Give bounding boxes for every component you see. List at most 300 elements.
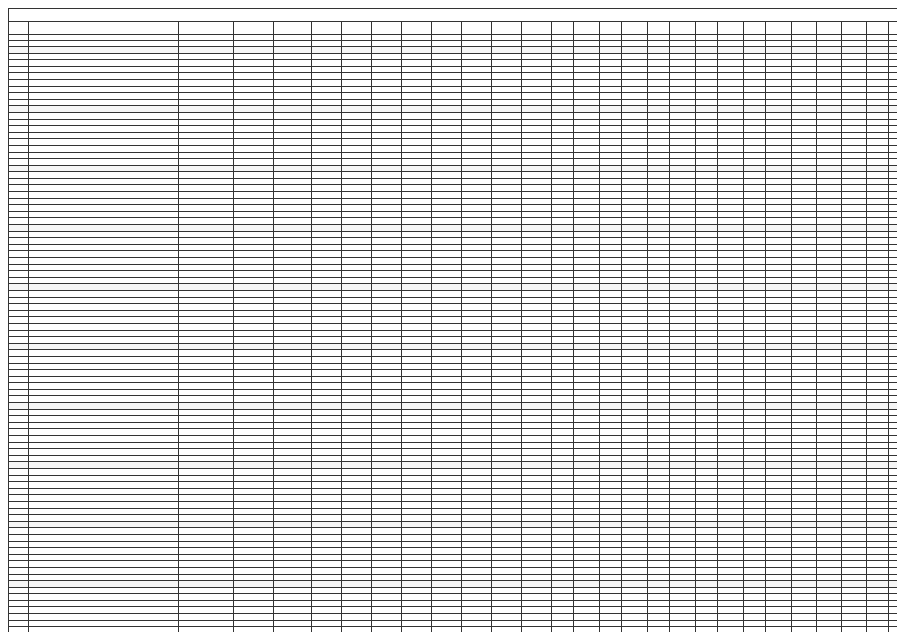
value-cell (600, 192, 622, 199)
value-cell (744, 304, 766, 311)
value-cell (432, 449, 462, 456)
value-cell (179, 317, 234, 324)
value-cell (889, 231, 898, 238)
value-cell (179, 277, 234, 284)
row-number-cell (9, 469, 29, 476)
value-cell (670, 436, 696, 443)
value-cell (402, 337, 432, 344)
value-cell (718, 205, 744, 212)
value-cell (402, 159, 432, 166)
value-cell (574, 554, 600, 561)
value-cell (817, 554, 842, 561)
value-cell (842, 574, 867, 581)
value-cell (718, 442, 744, 449)
table-row (9, 290, 898, 297)
value-cell (889, 79, 898, 86)
value-cell (718, 495, 744, 502)
value-cell (718, 238, 744, 245)
value-cell (842, 581, 867, 588)
value-cell (792, 218, 817, 225)
value-cell (234, 323, 274, 330)
value-cell (234, 79, 274, 86)
value-cell (274, 462, 312, 469)
value-cell (179, 548, 234, 555)
column-header-9 (402, 22, 432, 35)
value-cell (552, 185, 574, 192)
value-cell (696, 376, 718, 383)
address-cell (29, 567, 179, 574)
value-cell (552, 442, 574, 449)
value-cell (600, 211, 622, 218)
value-cell (600, 317, 622, 324)
table-row (9, 330, 898, 337)
value-cell (574, 449, 600, 456)
column-header-13 (522, 22, 552, 35)
value-cell (574, 521, 600, 528)
value-cell (274, 455, 312, 462)
value-cell (600, 47, 622, 54)
value-cell (622, 304, 648, 311)
value-cell (552, 620, 574, 627)
row-number-cell (9, 376, 29, 383)
value-cell (402, 145, 432, 152)
value-cell (867, 620, 889, 627)
value-cell (492, 185, 522, 192)
value-cell (274, 251, 312, 258)
value-cell (842, 99, 867, 106)
value-cell (552, 594, 574, 601)
value-cell (574, 271, 600, 278)
value-cell (574, 198, 600, 205)
value-cell (552, 119, 574, 126)
value-cell (179, 297, 234, 304)
value-cell (372, 139, 402, 146)
value-cell (574, 112, 600, 119)
value-cell (402, 231, 432, 238)
row-number-cell (9, 567, 29, 574)
value-cell (342, 211, 372, 218)
value-cell (372, 119, 402, 126)
value-cell (522, 627, 552, 632)
value-cell (402, 185, 432, 192)
value-cell (432, 607, 462, 614)
value-cell (462, 436, 492, 443)
value-cell (622, 442, 648, 449)
value-cell (622, 396, 648, 403)
value-cell (766, 290, 792, 297)
value-cell (696, 363, 718, 370)
value-cell (492, 429, 522, 436)
value-cell (889, 600, 898, 607)
address-cell (29, 429, 179, 436)
value-cell (867, 238, 889, 245)
value-cell (574, 330, 600, 337)
value-cell (342, 627, 372, 632)
value-cell (522, 594, 552, 601)
value-cell (342, 620, 372, 627)
value-cell (766, 60, 792, 67)
value-cell (648, 469, 670, 476)
row-number-cell (9, 304, 29, 311)
value-cell (462, 521, 492, 528)
value-cell (648, 337, 670, 344)
value-cell (492, 383, 522, 390)
value-cell (817, 244, 842, 251)
value-cell (744, 389, 766, 396)
value-cell (432, 159, 462, 166)
value-cell (842, 53, 867, 60)
value-cell (718, 587, 744, 594)
value-cell (600, 264, 622, 271)
value-cell (792, 66, 817, 73)
value-cell (867, 264, 889, 271)
value-cell (372, 416, 402, 423)
value-cell (792, 60, 817, 67)
address-cell (29, 317, 179, 324)
value-cell (372, 534, 402, 541)
value-cell (867, 508, 889, 515)
value-cell (179, 60, 234, 67)
value-cell (372, 495, 402, 502)
address-cell (29, 620, 179, 627)
value-cell (670, 297, 696, 304)
value-cell (492, 389, 522, 396)
value-cell (696, 337, 718, 344)
value-cell (342, 350, 372, 357)
value-cell (648, 132, 670, 139)
value-cell (792, 422, 817, 429)
value-cell (552, 126, 574, 133)
row-number-cell (9, 238, 29, 245)
value-cell (574, 403, 600, 410)
value-cell (522, 60, 552, 67)
value-cell (792, 317, 817, 324)
value-cell (817, 185, 842, 192)
value-cell (462, 238, 492, 245)
value-cell (744, 152, 766, 159)
value-cell (670, 383, 696, 390)
value-cell (744, 475, 766, 482)
address-cell (29, 238, 179, 245)
column-header-28 (889, 22, 898, 35)
value-cell (234, 317, 274, 324)
value-cell (817, 627, 842, 632)
table-row (9, 449, 898, 456)
value-cell (622, 60, 648, 67)
value-cell (792, 587, 817, 594)
value-cell (402, 501, 432, 508)
value-cell (648, 449, 670, 456)
value-cell (402, 370, 432, 377)
value-cell (648, 581, 670, 588)
value-cell (432, 561, 462, 568)
value-cell (792, 455, 817, 462)
value-cell (274, 172, 312, 179)
value-cell (817, 126, 842, 133)
value-cell (867, 284, 889, 291)
value-cell (889, 422, 898, 429)
row-number-cell (9, 455, 29, 462)
value-cell (492, 231, 522, 238)
value-cell (718, 429, 744, 436)
value-cell (372, 422, 402, 429)
value-cell (718, 356, 744, 363)
value-cell (766, 515, 792, 522)
value-cell (552, 449, 574, 456)
table-row (9, 469, 898, 476)
value-cell (744, 277, 766, 284)
value-cell (312, 152, 342, 159)
value-cell (648, 614, 670, 621)
value-cell (179, 422, 234, 429)
table-row (9, 356, 898, 363)
value-cell (312, 79, 342, 86)
value-cell (718, 66, 744, 73)
value-cell (889, 350, 898, 357)
value-cell (718, 258, 744, 265)
value-cell (492, 403, 522, 410)
value-cell (234, 383, 274, 390)
value-cell (234, 211, 274, 218)
value-cell (179, 607, 234, 614)
value-cell (889, 277, 898, 284)
value-cell (312, 205, 342, 212)
value-cell (342, 277, 372, 284)
row-number-cell (9, 284, 29, 291)
row-number-cell (9, 231, 29, 238)
value-cell (670, 600, 696, 607)
address-cell (29, 304, 179, 311)
address-cell (29, 178, 179, 185)
value-cell (372, 297, 402, 304)
value-cell (718, 508, 744, 515)
value-cell (792, 383, 817, 390)
value-cell (274, 238, 312, 245)
row-number-cell (9, 396, 29, 403)
value-cell (574, 139, 600, 146)
value-cell (792, 620, 817, 627)
table-row (9, 587, 898, 594)
value-cell (889, 304, 898, 311)
value-cell (670, 501, 696, 508)
value-cell (744, 73, 766, 80)
value-cell (792, 165, 817, 172)
value-cell (889, 587, 898, 594)
address-cell (29, 356, 179, 363)
value-cell (462, 462, 492, 469)
value-cell (744, 521, 766, 528)
value-cell (792, 172, 817, 179)
value-cell (744, 567, 766, 574)
value-cell (744, 93, 766, 100)
value-cell (552, 112, 574, 119)
value-cell (766, 594, 792, 601)
value-cell (817, 416, 842, 423)
value-cell (574, 99, 600, 106)
value-cell (889, 416, 898, 423)
value-cell (600, 409, 622, 416)
value-cell (867, 422, 889, 429)
value-cell (179, 159, 234, 166)
value-cell (462, 455, 492, 462)
value-cell (766, 317, 792, 324)
value-cell (792, 337, 817, 344)
column-header-17 (622, 22, 648, 35)
value-cell (432, 455, 462, 462)
value-cell (312, 528, 342, 535)
value-cell (696, 495, 718, 502)
value-cell (522, 462, 552, 469)
value-cell (622, 251, 648, 258)
value-cell (432, 290, 462, 297)
row-number-cell (9, 244, 29, 251)
value-cell (432, 581, 462, 588)
value-cell (622, 587, 648, 594)
value-cell (574, 225, 600, 232)
value-cell (342, 429, 372, 436)
value-cell (622, 231, 648, 238)
value-cell (462, 172, 492, 179)
value-cell (372, 152, 402, 159)
value-cell (842, 587, 867, 594)
row-number-cell (9, 495, 29, 502)
value-cell (552, 521, 574, 528)
value-cell (552, 528, 574, 535)
value-cell (600, 482, 622, 489)
value-cell (522, 581, 552, 588)
value-cell (179, 330, 234, 337)
value-cell (792, 271, 817, 278)
value-cell (889, 139, 898, 146)
column-header-24 (792, 22, 817, 35)
value-cell (867, 244, 889, 251)
value-cell (718, 99, 744, 106)
value-cell (342, 284, 372, 291)
value-cell (670, 119, 696, 126)
value-cell (522, 93, 552, 100)
value-cell (432, 258, 462, 265)
value-cell (342, 370, 372, 377)
value-cell (842, 231, 867, 238)
value-cell (766, 297, 792, 304)
value-cell (766, 376, 792, 383)
value-cell (817, 205, 842, 212)
table-row (9, 192, 898, 199)
value-cell (372, 363, 402, 370)
value-cell (462, 416, 492, 423)
value-cell (744, 554, 766, 561)
row-number-cell (9, 462, 29, 469)
value-cell (312, 469, 342, 476)
value-cell (234, 581, 274, 588)
value-cell (817, 198, 842, 205)
value-cell (402, 251, 432, 258)
value-cell (718, 600, 744, 607)
value-cell (312, 225, 342, 232)
value-cell (842, 86, 867, 93)
value-cell (492, 620, 522, 627)
value-cell (867, 304, 889, 311)
value-cell (432, 225, 462, 232)
address-cell (29, 409, 179, 416)
row-number-cell (9, 350, 29, 357)
value-cell (670, 205, 696, 212)
value-cell (312, 429, 342, 436)
value-cell (696, 488, 718, 495)
value-cell (889, 376, 898, 383)
value-cell (889, 541, 898, 548)
value-cell (179, 370, 234, 377)
value-cell (234, 403, 274, 410)
value-cell (492, 172, 522, 179)
value-cell (744, 383, 766, 390)
value-cell (342, 554, 372, 561)
value-cell (372, 330, 402, 337)
value-cell (492, 607, 522, 614)
value-cell (670, 330, 696, 337)
value-cell (696, 284, 718, 291)
table-row (9, 396, 898, 403)
value-cell (552, 244, 574, 251)
table-row (9, 139, 898, 146)
value-cell (648, 139, 670, 146)
value-cell (792, 343, 817, 350)
value-cell (574, 620, 600, 627)
table-row (9, 317, 898, 324)
value-cell (342, 304, 372, 311)
value-cell (574, 548, 600, 555)
value-cell (622, 139, 648, 146)
value-cell (670, 290, 696, 297)
table-row (9, 521, 898, 528)
value-cell (312, 145, 342, 152)
value-cell (600, 284, 622, 291)
value-cell (842, 185, 867, 192)
value-cell (522, 607, 552, 614)
value-cell (372, 106, 402, 113)
value-cell (342, 455, 372, 462)
value-cell (522, 469, 552, 476)
value-cell (744, 416, 766, 423)
value-cell (432, 495, 462, 502)
value-cell (342, 607, 372, 614)
value-cell (842, 515, 867, 522)
value-cell (842, 475, 867, 482)
value-cell (867, 501, 889, 508)
value-cell (574, 152, 600, 159)
value-cell (766, 126, 792, 133)
value-cell (574, 396, 600, 403)
value-cell (867, 258, 889, 265)
value-cell (867, 581, 889, 588)
value-cell (574, 297, 600, 304)
address-cell (29, 508, 179, 515)
address-cell (29, 376, 179, 383)
value-cell (234, 86, 274, 93)
address-cell (29, 218, 179, 225)
value-cell (179, 99, 234, 106)
value-cell (817, 73, 842, 80)
value-cell (600, 587, 622, 594)
value-cell (179, 429, 234, 436)
value-cell (462, 139, 492, 146)
value-cell (867, 251, 889, 258)
value-cell (179, 172, 234, 179)
value-cell (600, 600, 622, 607)
value-cell (648, 271, 670, 278)
value-cell (274, 508, 312, 515)
value-cell (718, 574, 744, 581)
